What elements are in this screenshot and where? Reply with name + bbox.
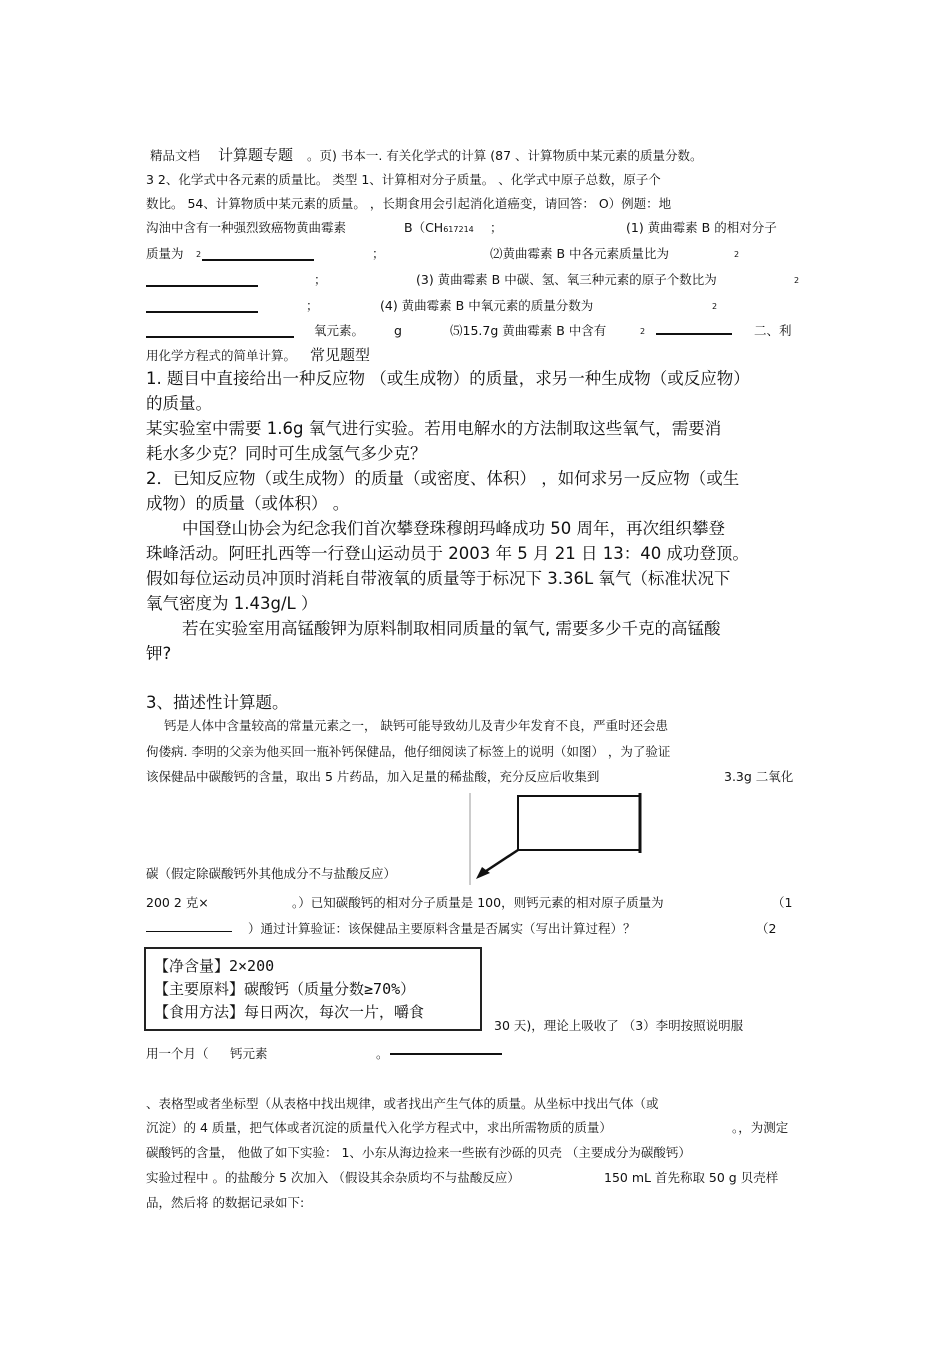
- text-line: 碳酸钙的含量， 他做了如下实验： 1、小东从海边捡来一些嵌有沙砾的贝壳 （主要成分为碳酸钙）: [146, 1145, 691, 1160]
- text-line: 、表格型或者坐标型（从表格中找出规律，或者找出产生气体的质量。从坐标中找出气体（或: [146, 1096, 659, 1111]
- formula: B（CH617214: [404, 220, 474, 235]
- text-line: 钙元素: [230, 1046, 268, 1061]
- text-line: ）通过计算验证：该保健品主要原料含量是否属实（写出计算过程）？: [248, 921, 636, 936]
- footnote-mark: 2: [712, 302, 718, 311]
- text-line: g: [394, 323, 402, 338]
- header-line: [150, 147, 703, 164]
- label-main-ingredient: 【主要原料】碳酸钙（质量分数≥70%）: [154, 980, 416, 998]
- text-line: 30 天)，理论上吸收了 （3）李明按照说明服: [494, 1018, 744, 1033]
- text-line: 品，然后将 的数据记录如下:: [146, 1195, 305, 1210]
- text-line: 成物）的质量（或体积） 。: [146, 494, 350, 513]
- text-line: 钙是人体中含量较高的常量元素之一， 缺钙可能导致幼儿及青少年发育不良，严重时还会患: [164, 718, 668, 733]
- text-line: 某实验室中需要 1.6g 氧气进行实验。若用电解水的方法制取这些氧气，需要消: [146, 419, 722, 438]
- text-line: 。，为测定: [732, 1120, 789, 1135]
- label-net-content: 【净含量】2×200: [154, 957, 275, 975]
- label-usage: 【食用方法】每日两次，每次一片，嚼食: [154, 1003, 425, 1021]
- text-line: 150 mL 首先称取 50 g 贝壳样: [604, 1170, 779, 1185]
- footnote-mark: 2: [734, 250, 740, 259]
- text-line: 钾?: [146, 644, 172, 663]
- text-line: 3 2、化学式中各元素的质量比。 类型 1、计算相对分子质量。 、化学式中原子总数，原子个: [146, 172, 661, 187]
- answer-blank: [390, 1053, 502, 1055]
- text-line: (3) 黄曲霉素 B 中碳、氢、氧三种元素的原子个数比为: [416, 272, 717, 287]
- text-line: (1) 黄曲霉素 B 的相对分子: [626, 220, 777, 235]
- text-line: 佝偻病. 李明的父亲为他买回一瓶补钙保健品，他仔细阅读了标签上的说明（如图） ，为了验证: [146, 744, 671, 759]
- text-line: 1. 题目中直接给出一种反应物 （或生成物）的质量，求另一种生成物（或反应物）: [146, 369, 750, 388]
- text-line: 氧元素。: [314, 323, 365, 338]
- text-line: ⑸15.7g 黄曲霉素 B 中含有: [450, 323, 607, 338]
- text-line: 若在实验室用高锰酸钾为原料制取相同质量的氧气, 需要多少千克的高锰酸: [182, 619, 721, 638]
- text-line: 200 2 克×: [146, 895, 209, 910]
- answer-blank: [202, 259, 314, 261]
- footnote-mark: 2: [640, 327, 646, 336]
- text-line: 耗水多少克？同时可生成氢气多少克？: [146, 444, 427, 463]
- header-rest: 。页) 书本一. 有关化学式的计算 (87 、计算物质中某元素的质量分数。: [307, 148, 703, 163]
- text-line: ；: [314, 272, 327, 287]
- header-lead: 精品文档: [150, 148, 201, 163]
- text-line: 3.3g 二氧化: [724, 769, 794, 784]
- text-line: ⑵黄曲霉素 B 中各元素质量比为: [490, 246, 670, 261]
- text-line: （1: [772, 895, 793, 910]
- header-topic: 计算题专题: [218, 146, 294, 164]
- answer-blank: [656, 333, 732, 335]
- text-line: 该保健品中碳酸钙的含量，取出 5 片药品，加入足量的稀盐酸，充分反应后收集到: [146, 769, 600, 784]
- text-line: 沉淀）的 4 质量，把气体或者沉淀的质量代入化学方程式中，求出所需物质的质量）: [146, 1120, 612, 1135]
- text-line: 的质量。: [146, 394, 212, 413]
- answer-blank: [146, 285, 258, 287]
- bottle-figure: [468, 793, 646, 885]
- text-line: 假如每位运动员冲顶时消耗自带液氧的质量等于标况下 3.36L 氧气（标准状况下: [146, 569, 731, 588]
- text-line: 沟油中含有一种强烈致癌物黄曲霉素: [146, 220, 347, 235]
- text-line: ；: [490, 220, 503, 235]
- text-line: 实验过程中 。的盐酸分 5 次加入 （假设其余杂质均不与盐酸反应）: [146, 1170, 520, 1185]
- text-line: ；: [306, 298, 319, 313]
- text-line: 2．已知反应物（或生成物）的质量（或密度、体积） ，如何求另一反应物（或生: [146, 469, 740, 488]
- text-line: 二、利: [754, 323, 792, 338]
- text-line: 。）已知碳酸钙的相对分子质量是 100，则钙元素的相对原子质量为: [292, 895, 664, 910]
- answer-blank: [146, 336, 294, 338]
- text-line: 珠峰活动。阿旺扎西等一行登山运动员于 2003 年 5 月 21 日 13：40 成功登顶。: [146, 544, 749, 563]
- text-line: 质量为: [146, 246, 184, 261]
- section-heading: 3、描述性计算题。: [146, 693, 289, 712]
- text-line: 碳（假定除碳酸钙外其他成分不与盐酸反应）: [146, 866, 397, 881]
- footnote-mark: 2: [196, 250, 202, 259]
- supplement-label: [144, 947, 482, 1031]
- text-line: 用化学方程式的简单计算。: [146, 348, 297, 363]
- text-line: 数比。 54、计算物质中某元素的质量。 ，长期食用会引起消化道癌变，请回答： O）例题：地: [146, 196, 672, 211]
- answer-blank: [146, 311, 258, 313]
- section-heading: 常见题型: [310, 346, 371, 364]
- text-line: 中国登山协会为纪念我们首次攀登珠穆朗玛峰成功 50 周年，再次组织攀登: [182, 519, 725, 538]
- text-line: 。: [376, 1046, 389, 1061]
- text-line: 氧气密度为 1.43g/L ）: [146, 594, 318, 613]
- text-line: 用一个月（: [146, 1046, 209, 1061]
- answer-blank: [146, 931, 232, 932]
- text-line: (4) 黄曲霉素 B 中氧元素的质量分数为: [380, 298, 594, 313]
- text-line: ；: [372, 246, 385, 261]
- footnote-mark: 2: [794, 276, 800, 285]
- text-line: （2: [756, 921, 777, 936]
